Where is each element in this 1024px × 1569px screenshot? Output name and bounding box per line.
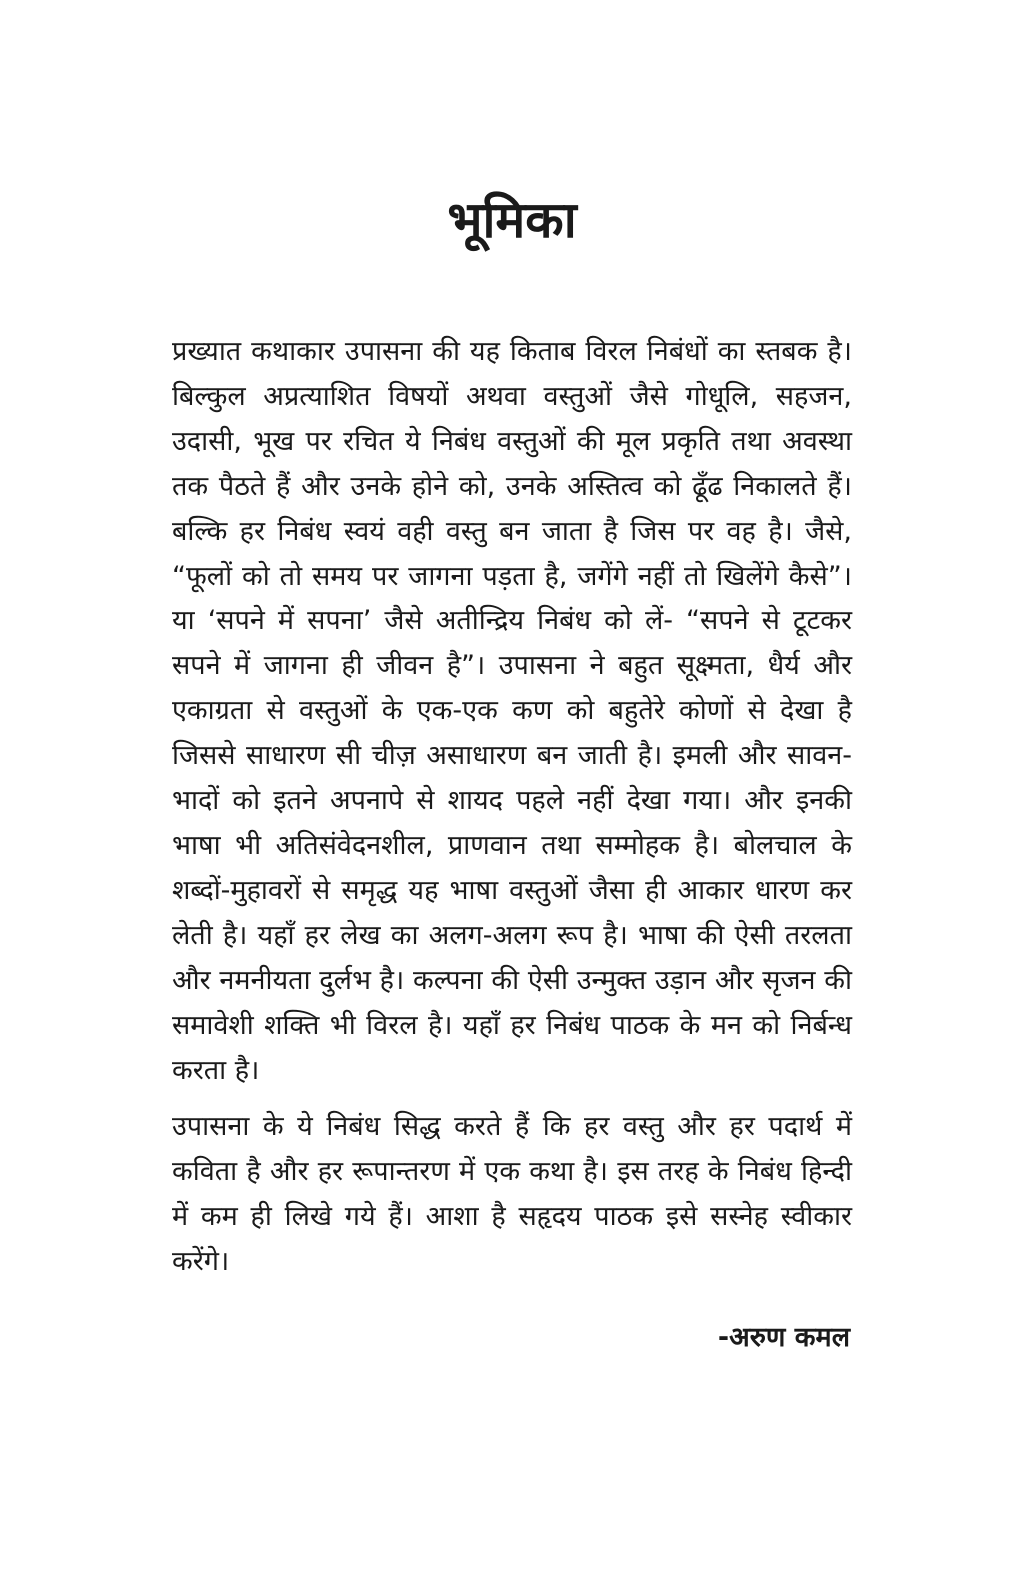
paragraph-2: उपासना के ये निबंध सिद्ध करते हैं कि हर वस्तु और हर पदार्थ में कविता है और हर रूपान्तरण में एक कथा है। इस तरह के निबंध हिन्दी में कम ही लिखे गये हैं। आशा है सहृदय पाठक इसे सस्नेह स्वीकार करेंगे। [172, 1111, 852, 1278]
paragraph-1: प्रख्यात कथाकार उपासना की यह किताब विरल निबंधों का स्तबक है। बिल्कुल अप्रत्याशित विषयों अथवा वस्तुओं जैसे गोधूलि, सहजन, उदासी, भूख पर रचित ये निबंध वस्तुओं की मूल प्रकृति तथा अवस्था तक पैठते हैं और उनके होने को, उनके अस्तित्व को ढूँढ निकालते हैं। बल्कि हर निबंध स्वयं वही वस्तु बन जाता है जिस पर वह है। जैसे, “फूलों को तो समय पर जागना पड़ता है, जगेंगे नहीं तो खिलेंगे कैसे”। या ‘सपने में सपना’ जैसे अतीन्द्रिय निबंध को लें- “सपने से टूटकर सपने में जागना ही जीवन है”। उपासना ने बहुत सूक्ष्मता, धैर्य और एकाग्रता से वस्तुओं के एक-एक कण को बहुतेरे कोणों से देखा है जिससे साधारण सी चीज़ असाधारण बन जाती है। इमली और सावन-भादों को इतने अपनापे से शायद पहले नहीं देखा गया। और इनकी भाषा भी अतिसंवेदनशील, प्राणवान तथा सम्मोहक है। बोलचाल के शब्दों-मुहावरों से समृद्ध यह भाषा वस्तुओं जैसा ही आकार धारण कर लेती है। यहाँ हर लेख का अलग-अलग रूप है। भाषा की ऐसी तरलता और नमनीयता दुर्लभ है। कल्पना की ऐसी उन्मुक्त उड़ान और सृजन की समावेशी शक्ति भी विरल है। यहाँ हर निबंध पाठक के मन को निर्बन्ध करता है। [172, 336, 852, 1086]
author-signature: -अरुण कमल [717, 1322, 850, 1353]
preface-body [172, 330, 852, 1285]
page-title: भूमिका [447, 191, 577, 249]
